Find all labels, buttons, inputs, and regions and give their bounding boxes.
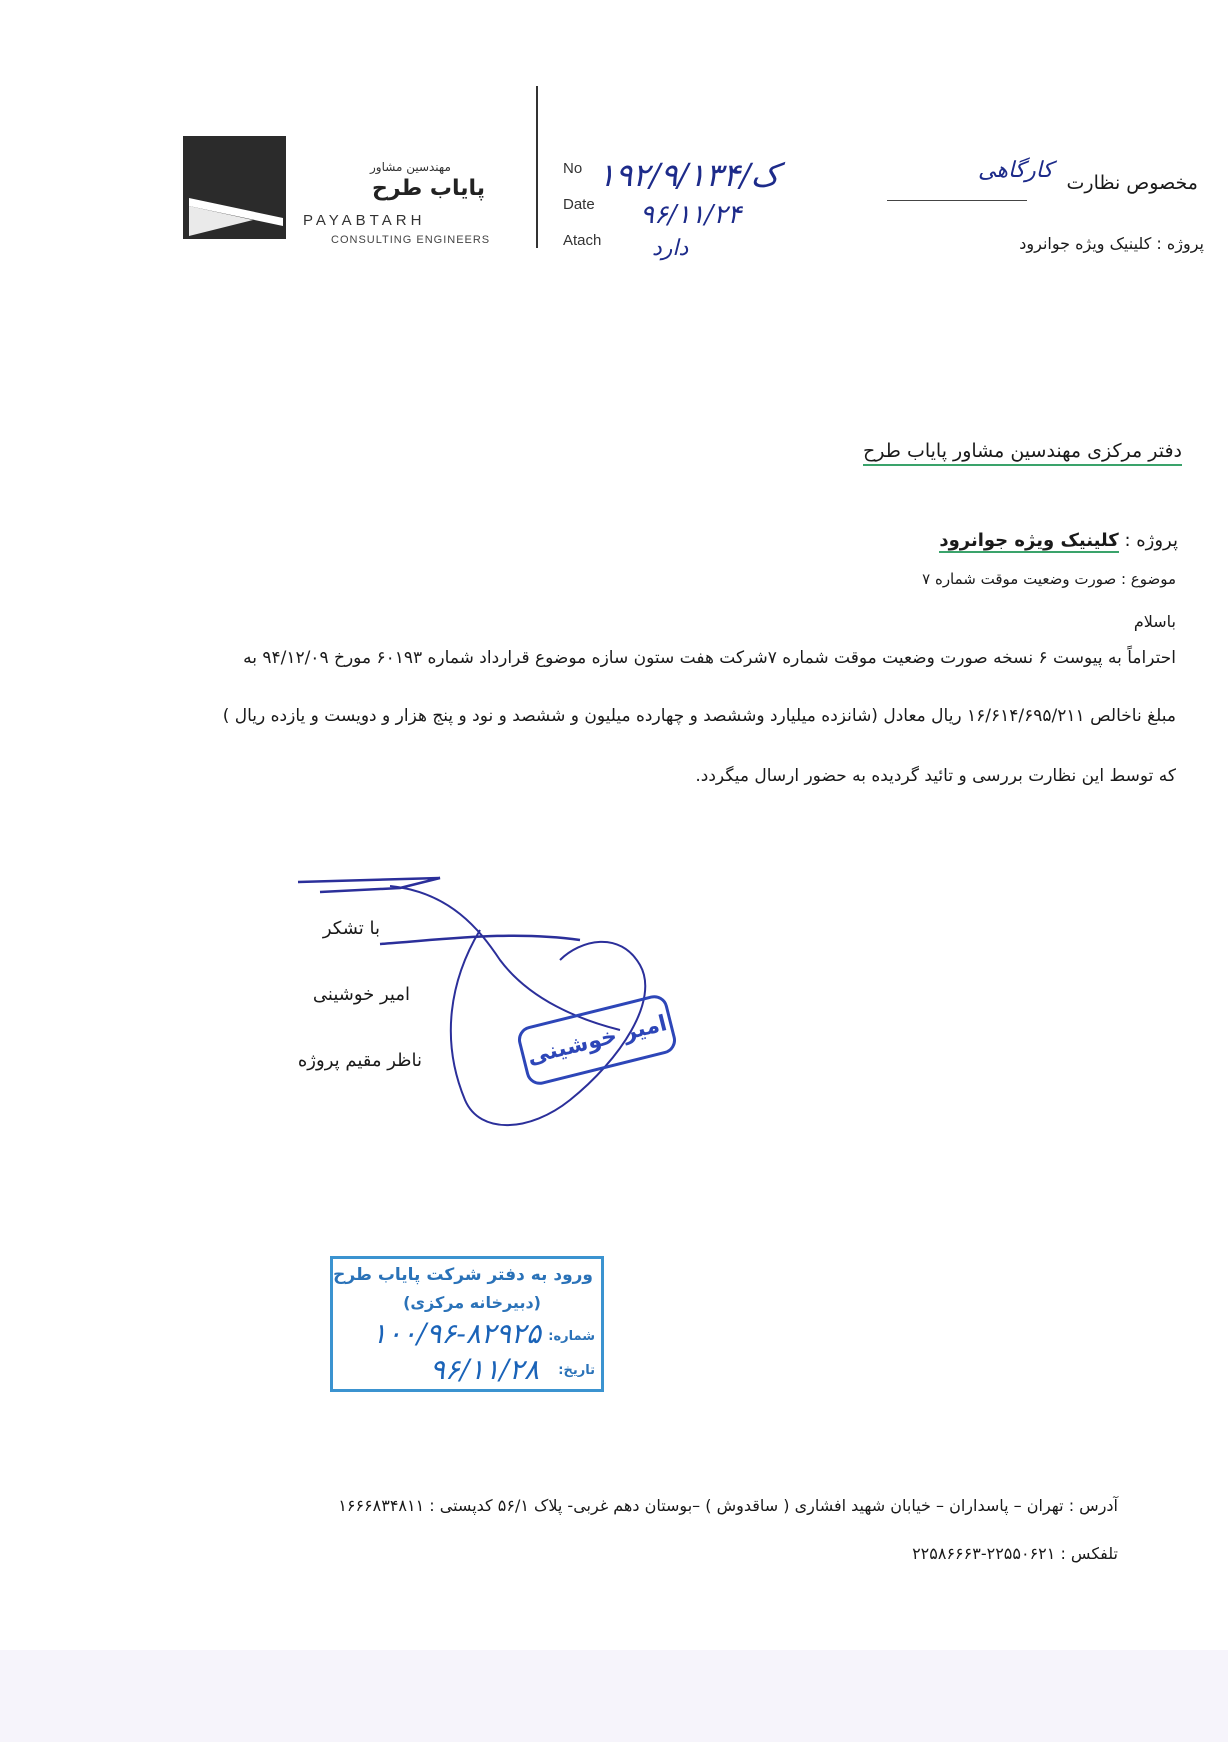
inbox-date-value: ۹۶/۱۱/۲۸ [429,1353,539,1386]
subject: موضوع : صورت وضعیت موقت شماره ۷ [922,570,1176,588]
inbox-stamp [330,1256,604,1392]
letter-number-value: ۱۹۲/۹/ک/۱۳۴ [598,156,780,194]
name-stamp: امیر خوشینی [515,992,679,1087]
letter-attach-value: دارد [652,236,689,261]
inbox-number-value: ۱۰۰/۹۶-۸۲۹۲۵ [371,1317,541,1350]
body-paragraph-2: مبلغ ناخالص ۱۶/۶۱۴/۶۹۵/۲۱۱ ریال معادل (شانزده میلیارد وششصد و چهارده میلیون و ششصد و نود و پنج هزار و دویست و یازده ریال ) [222,706,1176,726]
header-project: پروژه : کلینیک ویژه جوانرود [1019,234,1204,253]
logo-english-name: PAYABTARH [303,212,426,229]
signer-name: امیر خوشینی [312,984,410,1005]
recipient: دفتر مرکزی مهندسین مشاور پایاب طرح [863,440,1182,466]
greeting: باسلام [1133,612,1176,631]
letter-date-value: ۹۶/۱۱/۲۴ [640,200,742,230]
logo-persian-subtitle: مهندسین مشاور [370,160,451,174]
footer-telfax: تلفکس : ۲۲۵۵۰۶۲۱-۲۲۵۸۶۶۶۳ [912,1544,1118,1563]
special-underline [887,200,1027,201]
special-label: مخصوص نظارت [1066,172,1198,194]
company-logo [183,136,286,239]
special-handwritten: کارگاهی [978,158,1053,183]
inbox-number-label: شماره: [548,1329,595,1344]
project-value: کلینیک ویژه جوانرود [939,530,1119,551]
body-paragraph-3: که توسط این نظارت بررسی و تائید گردیده به حضور ارسال میگردد. [695,766,1176,786]
project-line [939,530,1178,551]
inbox-date-label: تاریخ: [558,1363,595,1378]
logo-persian-name: پایاب طرح [372,176,486,201]
header-divider [536,86,538,248]
body-paragraph-1: احتراماً به پیوست ۶ نسخه صورت وضعیت موقت شماره ۷شرکت هفت ستون سازه موضوع قرارداد شماره ۶۰۱۹۳ مورخ ۹۴/۱۲/۰۹ به [243,648,1176,668]
inbox-stamp-title: ورود به دفتر شرکت پایاب طرح [333,1265,593,1285]
scan-edge [0,1650,1228,1742]
logo-english-subtitle: CONSULTING ENGINEERS [331,234,491,246]
inbox-stamp-subtitle: (دبیرخانه مرکزی) [403,1293,541,1312]
closing: با تشکر [322,918,380,939]
atach-label: Atach [563,232,602,249]
footer-address: آدرس : تهران – پاسداران – خیابان شهید افشاری ( ساقدوش ) –بوستان دهم غربی- پلاک ۵۶/۱ کدپستی : ۱۶۶۶۸۳۴۸۱۱ [338,1496,1118,1515]
signer-title: ناظر مقیم پروژه [297,1050,422,1071]
date-label: Date [563,196,595,213]
no-label: No [563,160,583,177]
project-label: پروژه : [1118,530,1178,551]
